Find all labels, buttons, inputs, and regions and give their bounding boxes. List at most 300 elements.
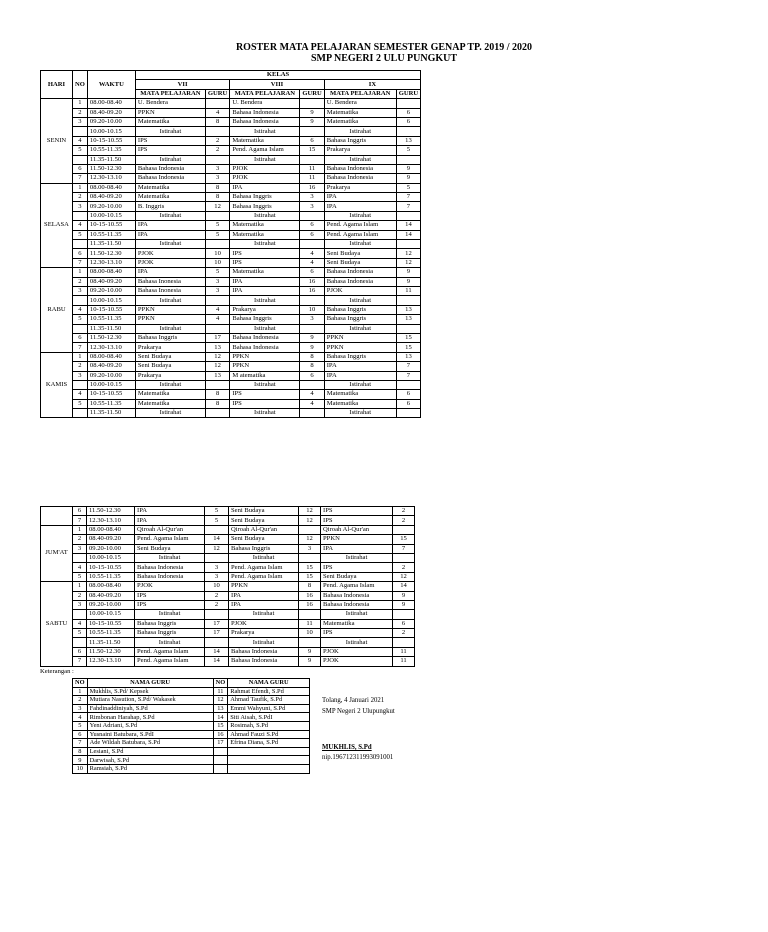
- period-time: 11.35-11.50: [87, 240, 135, 249]
- subject-viii: Prakarya: [230, 305, 300, 314]
- subject-viii: Bahasa Inggris: [230, 202, 300, 211]
- teacher-no-vii: 14: [205, 657, 229, 666]
- subject-viii: Bahasa Inggris: [230, 315, 300, 324]
- header-class-viii: VIII: [230, 80, 324, 89]
- teacher-no-vii: 5: [205, 230, 229, 239]
- teacher-no-ix: 13: [396, 352, 420, 361]
- subject-vii: Bahasa Inggris: [135, 619, 205, 628]
- schedule-row: [41, 371, 421, 380]
- period-no: 4: [73, 619, 87, 628]
- break-guru-viii: [300, 324, 324, 333]
- header-mapel: MATA PELAJARAN: [230, 89, 300, 98]
- period-time: 08.40-09.20: [87, 362, 135, 371]
- subject-ix: PJOK: [324, 286, 396, 295]
- period-no: [73, 610, 87, 619]
- period-time: 08.00-08.40: [87, 525, 135, 534]
- teacher-no-viii: 9: [300, 108, 324, 117]
- subject-vii: PJOK: [135, 249, 205, 258]
- header-guru: GURU: [300, 89, 324, 98]
- subject-ix: Pend. Agama Islam: [321, 582, 393, 591]
- period-time: 08.40-09.20: [87, 277, 135, 286]
- period-time: 10.00-10.15: [87, 380, 135, 389]
- period-no: [73, 380, 88, 389]
- sign-nip: nip.196712311993091001: [322, 754, 394, 761]
- teacher-no-ix: 12: [396, 249, 420, 258]
- teacher-no-viii: [300, 99, 324, 108]
- subject-viii: Prakarya: [229, 629, 299, 638]
- subject-viii: Bahasa Indonesia: [230, 333, 300, 342]
- teacher-no-viii: 11: [300, 164, 324, 173]
- teacher-no-vii: 2: [205, 136, 229, 145]
- subject-vii: IPA: [135, 268, 205, 277]
- teacher-no: 2: [73, 696, 88, 705]
- subject-vii: Bahasa Indonesia: [135, 164, 205, 173]
- break-guru-viii: [300, 211, 324, 220]
- subject-vii: IPS: [135, 136, 205, 145]
- period-time: 08.00-08.40: [87, 352, 135, 361]
- teacher-no: 3: [73, 704, 88, 713]
- subject-viii: Matematika: [230, 221, 300, 230]
- teacher-no-viii: 16: [299, 600, 321, 609]
- period-no: 2: [73, 535, 87, 544]
- day-name: SABTU: [41, 582, 73, 667]
- break-ix: Istirahat: [324, 240, 396, 249]
- break-viii: Istirahat: [230, 127, 300, 136]
- header-mapel: MATA PELAJARAN: [324, 89, 396, 98]
- teacher-no-ix: 15: [396, 343, 420, 352]
- teacher-no-ix: 11: [393, 647, 415, 656]
- schedule-row: [41, 211, 421, 220]
- teacher-no-ix: 2: [393, 563, 415, 572]
- teacher-name: Mukhlis, S.Pd/ Kepsek: [87, 687, 213, 696]
- teacher-no-vii: 2: [205, 146, 229, 155]
- period-no: 4: [73, 221, 88, 230]
- school-name: SMP NEGERI 2 ULU PUNGKUT: [310, 53, 458, 64]
- teacher-no-ix: 11: [393, 657, 415, 666]
- teacher-no-vii: 10: [205, 582, 229, 591]
- schedule-row: [41, 563, 415, 572]
- schedule-row: [41, 647, 415, 656]
- subject-ix: Prakarya: [324, 146, 396, 155]
- period-time: 10.55-11.35: [87, 629, 135, 638]
- teacher-no-ix: 14: [393, 582, 415, 591]
- break-guru-viii: [299, 553, 321, 562]
- period-time: 10-15-10.55: [87, 136, 135, 145]
- schedule-row: [41, 352, 421, 361]
- guru-header-no: NO: [73, 679, 88, 688]
- teacher-row: [73, 747, 310, 756]
- schedule-row: [41, 277, 421, 286]
- day-name: JUM'AT: [41, 525, 73, 581]
- subject-vii: PPKN: [135, 108, 205, 117]
- teacher-no-viii: 6: [300, 136, 324, 145]
- teacher-no-vii: 17: [205, 629, 229, 638]
- subject-vii: IPS: [135, 591, 205, 600]
- subject-vii: Pend. Agama Islam: [135, 657, 205, 666]
- teacher-no-viii: 16: [300, 183, 324, 192]
- teacher-name: Emmi Wahyuni, S.Pd: [228, 704, 310, 713]
- break-guru-ix: [393, 610, 415, 619]
- period-no: 5: [73, 629, 87, 638]
- period-time: 10.55-11.35: [87, 230, 135, 239]
- break-viii: Istirahat: [230, 380, 300, 389]
- teacher-no: 9: [73, 756, 88, 765]
- break-vii: Istirahat: [135, 610, 205, 619]
- period-no: 7: [73, 343, 88, 352]
- period-time: 11.35-11.50: [87, 155, 135, 164]
- break-viii: Istirahat: [230, 211, 300, 220]
- break-ix: Istirahat: [321, 610, 393, 619]
- subject-vii: U. Bendera: [135, 99, 205, 108]
- subject-vii: Bahasa Indonesia: [135, 174, 205, 183]
- teacher-no-viii: 3: [300, 193, 324, 202]
- subject-vii: Matematika: [135, 399, 205, 408]
- period-no: 6: [73, 249, 88, 258]
- teacher-no-viii: 4: [300, 258, 324, 267]
- teacher-no: 8: [73, 747, 88, 756]
- subject-viii: IPA: [230, 277, 300, 286]
- teacher-no-vii: 5: [205, 221, 229, 230]
- subject-viii: Bahasa Indonesia: [230, 117, 300, 126]
- subject-ix: Qiroah Al-Qur'an: [321, 525, 393, 534]
- teacher-no-vii: 10: [205, 249, 229, 258]
- subject-ix: IPA: [324, 193, 396, 202]
- teacher-no-viii: 16: [300, 277, 324, 286]
- subject-vii: Seni Budaya: [135, 362, 205, 371]
- period-no: [73, 211, 88, 220]
- teacher-no-viii: 10: [299, 629, 321, 638]
- schedule-row: [41, 582, 415, 591]
- teacher-no: [213, 764, 228, 773]
- period-no: 1: [73, 183, 88, 192]
- period-time: 08.40-09.20: [87, 108, 135, 117]
- teacher-no-vii: 3: [205, 174, 229, 183]
- subject-vii: Prakarya: [135, 371, 205, 380]
- subject-viii: Seni Budaya: [229, 507, 299, 516]
- schedule-row: [41, 249, 421, 258]
- teacher-no-vii: 13: [205, 371, 229, 380]
- break-vii: Istirahat: [135, 155, 205, 164]
- break-ix: Istirahat: [321, 638, 393, 647]
- schedule-row: [41, 535, 415, 544]
- teacher-name: [228, 756, 310, 765]
- teacher-no: 14: [213, 713, 228, 722]
- teacher-no-viii: 9: [300, 117, 324, 126]
- break-viii: Istirahat: [230, 324, 300, 333]
- teacher-no-ix: 9: [396, 277, 420, 286]
- break-guru-vii: [205, 638, 229, 647]
- header-no: NO: [73, 71, 88, 99]
- teacher-name: Fahdinaddiniyah, S.Pd: [87, 704, 213, 713]
- subject-viii: Bahasa Indonesia: [230, 108, 300, 117]
- teacher-name: Darwisah, S.Pd: [87, 756, 213, 765]
- subject-viii: Seni Budaya: [229, 516, 299, 525]
- break-ix: Istirahat: [324, 155, 396, 164]
- subject-ix: PPKN: [324, 333, 396, 342]
- teacher-no-ix: 13: [396, 136, 420, 145]
- day-name: SELASA: [41, 183, 73, 268]
- subject-ix: IPS: [321, 516, 393, 525]
- period-no: [73, 127, 88, 136]
- teacher-no-viii: 9: [300, 343, 324, 352]
- subject-ix: PPKN: [321, 535, 393, 544]
- teacher-no-viii: 12: [299, 535, 321, 544]
- break-guru-ix: [393, 638, 415, 647]
- guru-header-no: NO: [213, 679, 228, 688]
- break-guru-viii: [300, 380, 324, 389]
- teacher-no-ix: 6: [396, 117, 420, 126]
- teacher-no-viii: 12: [299, 507, 321, 516]
- break-guru-viii: [300, 296, 324, 305]
- period-no: 3: [73, 202, 88, 211]
- teacher-no-vii: 12: [205, 202, 229, 211]
- teacher-no: 10: [73, 764, 88, 773]
- teacher-no-viii: 16: [300, 286, 324, 295]
- subject-ix: Matematika: [324, 399, 396, 408]
- subject-viii: Qiroah Al-Qur'an: [229, 525, 299, 534]
- subject-viii: IPS: [230, 249, 300, 258]
- subject-vii: Matematika: [135, 117, 205, 126]
- subject-viii: M atematika: [230, 371, 300, 380]
- period-no: 6: [73, 507, 87, 516]
- teacher-no-vii: 8: [205, 390, 229, 399]
- period-no: [73, 296, 88, 305]
- subject-ix: PJOK: [321, 647, 393, 656]
- break-guru-ix: [396, 240, 420, 249]
- teacher-no: [213, 756, 228, 765]
- period-time: 08.00-08.40: [87, 582, 135, 591]
- schedule-row: [41, 240, 421, 249]
- break-guru-vii: [205, 553, 229, 562]
- subject-viii: U. Bendera: [230, 99, 300, 108]
- teacher-no-ix: 12: [396, 258, 420, 267]
- subject-vii: IPA: [135, 221, 205, 230]
- teacher-no-ix: 7: [396, 193, 420, 202]
- teacher-no-viii: 9: [299, 657, 321, 666]
- teacher-no-ix: 11: [396, 286, 420, 295]
- break-guru-ix: [396, 155, 420, 164]
- schedule-row: [41, 507, 415, 516]
- schedule-row: [41, 525, 415, 534]
- period-time: 10.55-11.35: [87, 399, 135, 408]
- teacher-no-vii: 5: [205, 507, 229, 516]
- teacher-name: Ahmad Taufik, S.Pd: [228, 696, 310, 705]
- period-time: 12.30-13.10: [87, 516, 135, 525]
- period-time: 09.20-10.00: [87, 202, 135, 211]
- period-time: 09.20-10.00: [87, 600, 135, 609]
- teacher-no-viii: 4: [300, 399, 324, 408]
- schedule-row: [41, 183, 421, 192]
- subject-ix: Bahasa Indonesia: [324, 277, 396, 286]
- break-viii: Istirahat: [229, 553, 299, 562]
- break-vii: Istirahat: [135, 211, 205, 220]
- teacher-no-vii: 12: [205, 544, 229, 553]
- subject-viii: IPS: [230, 399, 300, 408]
- header-mapel: MATA PELAJARAN: [135, 89, 205, 98]
- subject-vii: Matematika: [135, 183, 205, 192]
- period-no: 5: [73, 230, 88, 239]
- teacher-no-vii: [205, 99, 229, 108]
- schedule-row: [41, 155, 421, 164]
- schedule-row: [41, 193, 421, 202]
- sign-school: SMP Negeri 2 Ulupungkut: [322, 708, 395, 715]
- period-no: 2: [73, 108, 88, 117]
- subject-ix: IPS: [321, 563, 393, 572]
- period-no: 6: [73, 647, 87, 656]
- schedule-row: [41, 174, 421, 183]
- period-time: 12.30-13.10: [87, 174, 135, 183]
- subject-viii: Bahasa Indonesia: [230, 343, 300, 352]
- period-no: 7: [73, 516, 87, 525]
- subject-vii: Bahasa Inggris: [135, 333, 205, 342]
- subject-ix: U. Bendera: [324, 99, 396, 108]
- break-guru-ix: [393, 553, 415, 562]
- subject-ix: Bahasa Indonesia: [321, 600, 393, 609]
- schedule-row: [41, 553, 415, 562]
- teacher-no-ix: 15: [396, 333, 420, 342]
- period-no: 4: [73, 136, 88, 145]
- period-time: 10.00-10.15: [87, 211, 135, 220]
- schedule-row: [41, 572, 415, 581]
- keterangan-label: Keterangan :: [40, 668, 74, 675]
- subject-viii: IPA: [230, 286, 300, 295]
- break-guru-ix: [396, 409, 420, 418]
- teacher-no-ix: 9: [393, 591, 415, 600]
- period-no: 2: [73, 591, 87, 600]
- teacher-name: Ramsiah, S.Pd: [87, 764, 213, 773]
- teacher-no-viii: 15: [300, 146, 324, 155]
- schedule-row: [41, 362, 421, 371]
- schedule-row: [41, 127, 421, 136]
- period-no: 7: [73, 258, 88, 267]
- break-guru-vii: [205, 380, 229, 389]
- teacher-name: Ade Wildah Batubara, S.Pd: [87, 739, 213, 748]
- subject-ix: IPS: [321, 507, 393, 516]
- period-time: 08.00-08.40: [87, 99, 135, 108]
- teacher-no-viii: 11: [300, 174, 324, 183]
- schedule-row: [41, 108, 421, 117]
- subject-vii: Qiroah Al-Qur'an: [135, 525, 205, 534]
- schedule-row: [41, 638, 415, 647]
- period-no: 2: [73, 277, 88, 286]
- sign-place-date: Tolang, 4 Januari 2021: [322, 697, 385, 704]
- period-time: 08.00-08.40: [87, 268, 135, 277]
- teacher-no-viii: 8: [300, 352, 324, 361]
- teacher-no: 6: [73, 730, 88, 739]
- teacher-no-ix: [393, 525, 415, 534]
- schedule-row: [41, 390, 421, 399]
- break-ix: Istirahat: [321, 553, 393, 562]
- header-guru: GURU: [396, 89, 420, 98]
- subject-viii: Matematika: [230, 136, 300, 145]
- period-time: 11.35-11.50: [87, 324, 135, 333]
- teacher-no-vii: 17: [205, 333, 229, 342]
- teacher-row: [73, 756, 310, 765]
- period-no: 6: [73, 333, 88, 342]
- teacher-no-viii: 3: [299, 544, 321, 553]
- teacher-name: Rimbonan Harahap, S.Pd: [87, 713, 213, 722]
- break-guru-ix: [396, 324, 420, 333]
- schedule-row: [41, 324, 421, 333]
- teacher-no: [213, 747, 228, 756]
- period-no: 1: [73, 582, 87, 591]
- subject-ix: Bahasa Indonesia: [324, 164, 396, 173]
- teacher-no-viii: 4: [300, 249, 324, 258]
- subject-ix: Matematika: [324, 117, 396, 126]
- schedule-row: [41, 258, 421, 267]
- period-no: 5: [73, 572, 87, 581]
- header-guru: GURU: [205, 89, 229, 98]
- subject-viii: Bahasa Inggris: [229, 544, 299, 553]
- teacher-no-ix: 9: [396, 268, 420, 277]
- break-ix: Istirahat: [324, 127, 396, 136]
- period-time: 08.40-09.20: [87, 591, 135, 600]
- period-time: 10-15-10.55: [87, 221, 135, 230]
- teacher-no-ix: 5: [396, 146, 420, 155]
- header-waktu: WAKTU: [87, 71, 135, 99]
- subject-ix: Seni Budaya: [321, 572, 393, 581]
- subject-vii: PJOK: [135, 258, 205, 267]
- teacher-no: 12: [213, 696, 228, 705]
- teacher-no-viii: [299, 525, 321, 534]
- schedule-row: [41, 286, 421, 295]
- period-no: 3: [73, 544, 87, 553]
- break-vii: Istirahat: [135, 553, 205, 562]
- teacher-no-viii: 15: [299, 563, 321, 572]
- teacher-no-vii: 14: [205, 647, 229, 656]
- subject-vii: Seni Budaya: [135, 544, 205, 553]
- break-ix: Istirahat: [324, 380, 396, 389]
- schedule-row: [41, 333, 421, 342]
- teacher-no-vii: 4: [205, 108, 229, 117]
- subject-vii: Bahasa Indonesia: [135, 563, 205, 572]
- teacher-name: [228, 764, 310, 773]
- teacher-no-vii: 3: [205, 164, 229, 173]
- teacher-name: Lesiani, S.Pd: [87, 747, 213, 756]
- teacher-name: Siti Aisah, S.PdI: [228, 713, 310, 722]
- schedule-table-page1: [40, 70, 421, 418]
- period-no: [73, 409, 88, 418]
- break-guru-ix: [396, 296, 420, 305]
- break-viii: Istirahat: [229, 638, 299, 647]
- teacher-no-ix: 15: [393, 535, 415, 544]
- subject-ix: Bahasa Indonesia: [321, 591, 393, 600]
- header-class-vii: VII: [135, 80, 229, 89]
- teacher-no-ix: [396, 99, 420, 108]
- teacher-no-ix: 7: [396, 362, 420, 371]
- subject-ix: Seni Budaya: [324, 258, 396, 267]
- break-guru-viii: [300, 127, 324, 136]
- subject-viii: PPKN: [230, 352, 300, 361]
- teacher-no-ix: 5: [396, 183, 420, 192]
- subject-vii: PJOK: [135, 582, 205, 591]
- teacher-no-vii: 8: [205, 183, 229, 192]
- break-viii: Istirahat: [230, 296, 300, 305]
- schedule-row: [41, 657, 415, 666]
- break-guru-vii: [205, 324, 229, 333]
- break-ix: Istirahat: [324, 296, 396, 305]
- teacher-no-viii: 11: [299, 619, 321, 628]
- period-no: 7: [73, 174, 88, 183]
- subject-viii: PJOK: [230, 174, 300, 183]
- period-time: 10.55-11.35: [87, 146, 135, 155]
- period-time: 11.50-12.30: [87, 507, 135, 516]
- subject-vii: Matematika: [135, 193, 205, 202]
- day-name: [41, 507, 73, 526]
- subject-ix: Bahasa Indonesia: [324, 268, 396, 277]
- break-vii: Istirahat: [135, 240, 205, 249]
- teacher-no-viii: 6: [300, 371, 324, 380]
